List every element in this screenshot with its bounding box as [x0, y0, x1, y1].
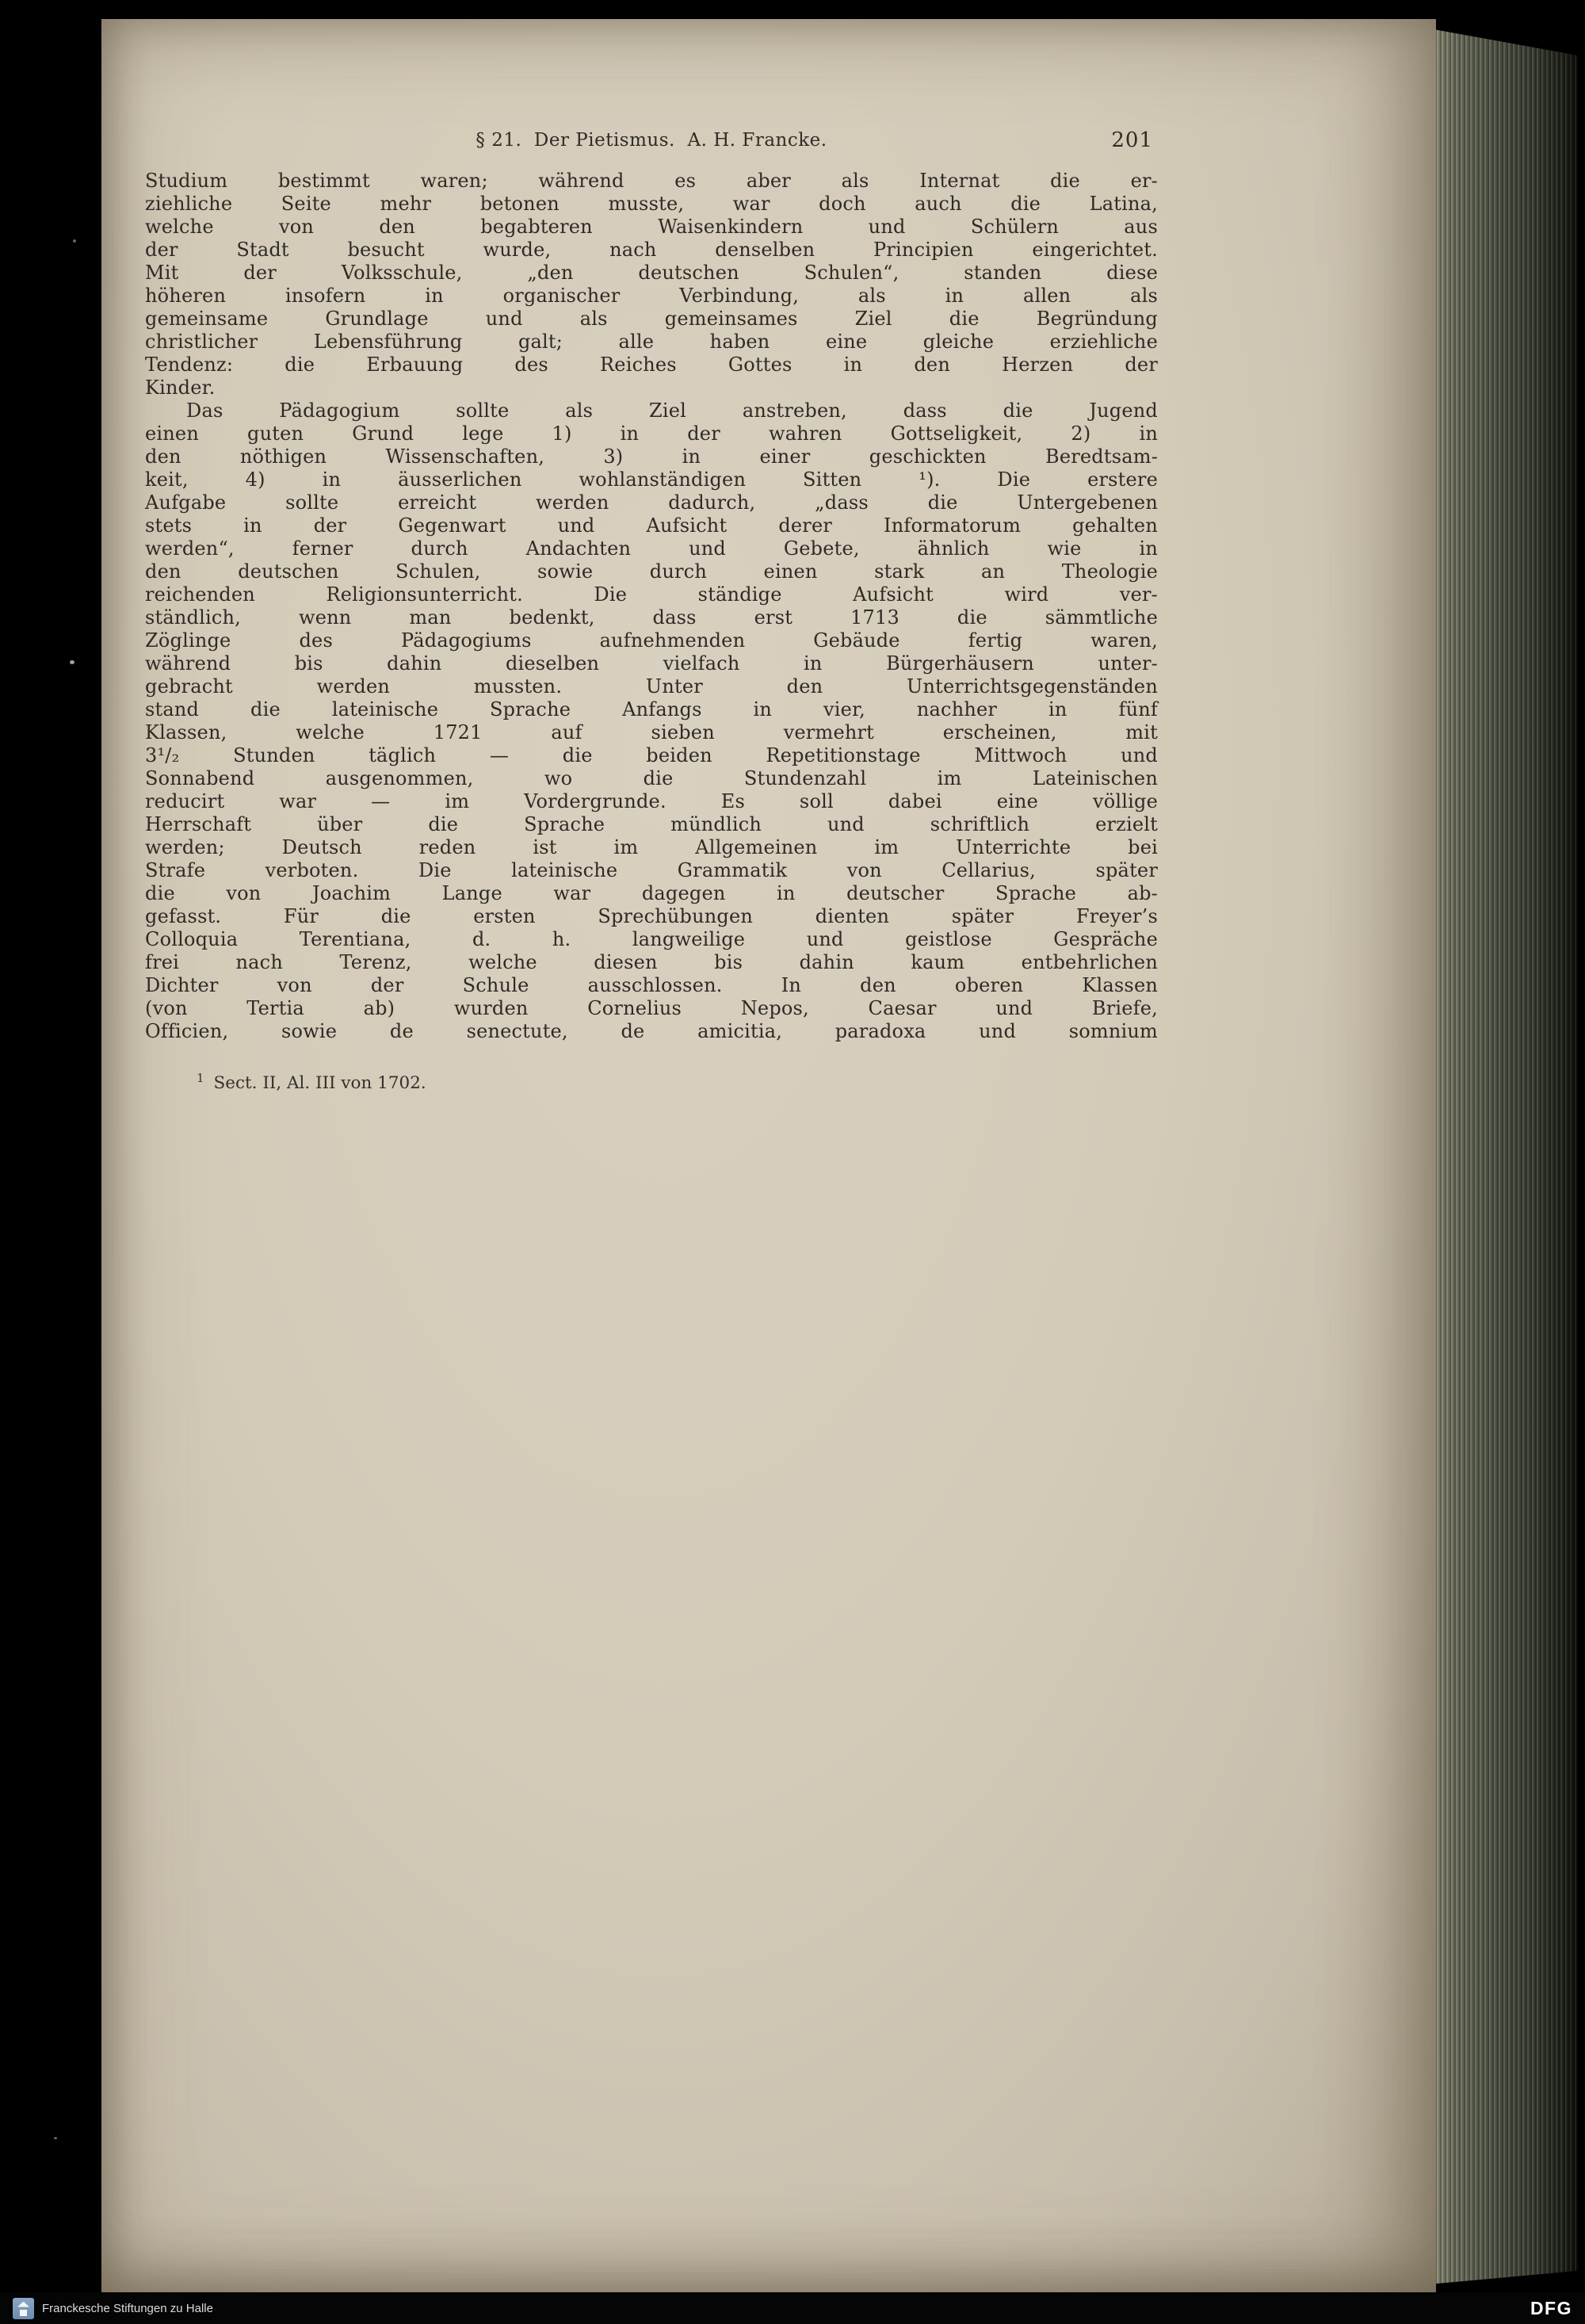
text-line: Officien, sowie de senectute, de amicitia, paradoxa und somnium — [145, 1020, 1158, 1042]
text-line: den nöthigen Wissenschaften, 3) in einer geschickten Beredtsam- — [145, 445, 1158, 468]
text-line: christlicher Lebensführung galt; alle haben eine gleiche erziehliche — [145, 331, 1158, 353]
text-line: höheren insofern in organischer Verbindung, als in allen als — [145, 285, 1158, 307]
text-line: gebracht werden mussten. Unter den Unterrichtsgegenständen — [145, 675, 1158, 698]
text-line: Sonnabend ausgenommen, wo die Stundenzahl im Lateinischen — [145, 767, 1158, 789]
text-line: frei nach Terenz, welche diesen bis dahin kaum entbehrlichen — [145, 951, 1158, 973]
text-line: werden; Deutsch reden ist im Allgemeinen im Unterrichte bei — [145, 836, 1158, 858]
page-number: 201 — [1111, 128, 1153, 152]
dust-speck — [70, 660, 74, 664]
text-line: Das Pädagogium sollte als Ziel anstreben, dass die Jugend — [186, 399, 1158, 422]
attribution-bar — [0, 2292, 1585, 2324]
text-line: während bis dahin dieselben vielfach in Bürgerhäusern unter- — [145, 652, 1158, 675]
footnote — [197, 1071, 426, 1093]
text-line: Herrschaft über die Sprache mündlich und schriftlich erzielt — [145, 813, 1158, 835]
text-line: Mit der Volksschule, „den deutschen Schulen“, standen diese — [145, 262, 1158, 284]
book-fore-edge-pages — [1428, 24, 1578, 2284]
text-line: gefasst. Für die ersten Sprechübungen dienten später Freyer’s — [145, 905, 1158, 927]
page-header — [145, 130, 1158, 157]
text-line: die von Joachim Lange war dagegen in deutscher Sprache ab- — [145, 882, 1158, 904]
text-line: Zöglinge des Pädagogiums aufnehmenden Gebäude fertig waren, — [145, 629, 1158, 652]
institution-block — [13, 2298, 213, 2319]
text-line: einen guten Grund lege 1) in der wahren Gottseligkeit, 2) in — [145, 422, 1158, 445]
dust-speck — [54, 2137, 57, 2139]
text-line: stets in der Gegenwart und Aufsicht derer Informatorum gehalten — [145, 514, 1158, 537]
text-line: Kinder. — [145, 377, 216, 399]
dust-speck — [73, 239, 76, 243]
text-line: reducirt war — im Vordergrunde. Es soll dabei eine völlige — [145, 790, 1158, 812]
francke-foundation-logo-icon — [13, 2298, 34, 2319]
footnote-text: Sect. II, Al. III von 1702. — [213, 1073, 426, 1094]
text-line: Studium bestimmt waren; während es aber als Internat die er- — [145, 170, 1158, 192]
text-line: werden“, ferner durch Andachten und Gebete, ähnlich wie in — [145, 537, 1158, 560]
text-line: Klassen, welche 1721 auf sieben vermehrt erscheinen, mit — [145, 721, 1158, 743]
text-line: gemeinsame Grundlage und als gemeinsames Ziel die Begründung — [145, 308, 1158, 330]
text-line: Tendenz: die Erbauung des Reiches Gottes in den Herzen der — [145, 354, 1158, 376]
text-line: stand die lateinische Sprache Anfangs in vier, nachher in fünf — [145, 698, 1158, 721]
text-line: Dichter von der Schule ausschlossen. In den oberen Klassen — [145, 974, 1158, 996]
running-title: § 21. Der Pietismus. A. H. Francke. — [476, 130, 827, 151]
text-line: ständlich, wenn man bedenkt, dass erst 1713 die sämmtliche — [145, 606, 1158, 629]
text-line: keit, 4) in äusserlichen wohlanständigen Sitten ¹). Die erstere — [145, 468, 1158, 491]
text-line: reichenden Religionsunterricht. Die ständige Aufsicht wird ver- — [145, 583, 1158, 606]
text-line: ziehliche Seite mehr betonen musste, war doch auch die Latina, — [145, 193, 1158, 215]
text-line: (von Tertia ab) wurden Cornelius Nepos, Caesar und Briefe, — [145, 997, 1158, 1019]
body-text — [145, 170, 1158, 1043]
dfg-logo: DFG — [1530, 2297, 1572, 2318]
text-line: der Stadt besucht wurde, nach denselben Principien eingerichtet. — [145, 239, 1158, 261]
text-line: Colloquia Terentiana, d. h. langweilige und geistlose Gespräche — [145, 928, 1158, 950]
text-line: welche von den begabteren Waisenkindern und Schülern aus — [145, 216, 1158, 238]
text-line: Strafe verboten. Die lateinische Grammatik von Cellarius, später — [145, 859, 1158, 881]
text-line: Aufgabe sollte erreicht werden dadurch, „dass die Untergebenen — [145, 491, 1158, 514]
institution-label: Franckesche Stiftungen zu Halle — [42, 2301, 213, 2315]
footnote-marker: 1 — [197, 1071, 204, 1085]
text-line: 3¹/₂ Stunden täglich — die beiden Repetitionstage Mittwoch und — [145, 744, 1158, 766]
book-page — [101, 19, 1436, 2292]
text-line: den deutschen Schulen, sowie durch einen stark an Theologie — [145, 560, 1158, 583]
